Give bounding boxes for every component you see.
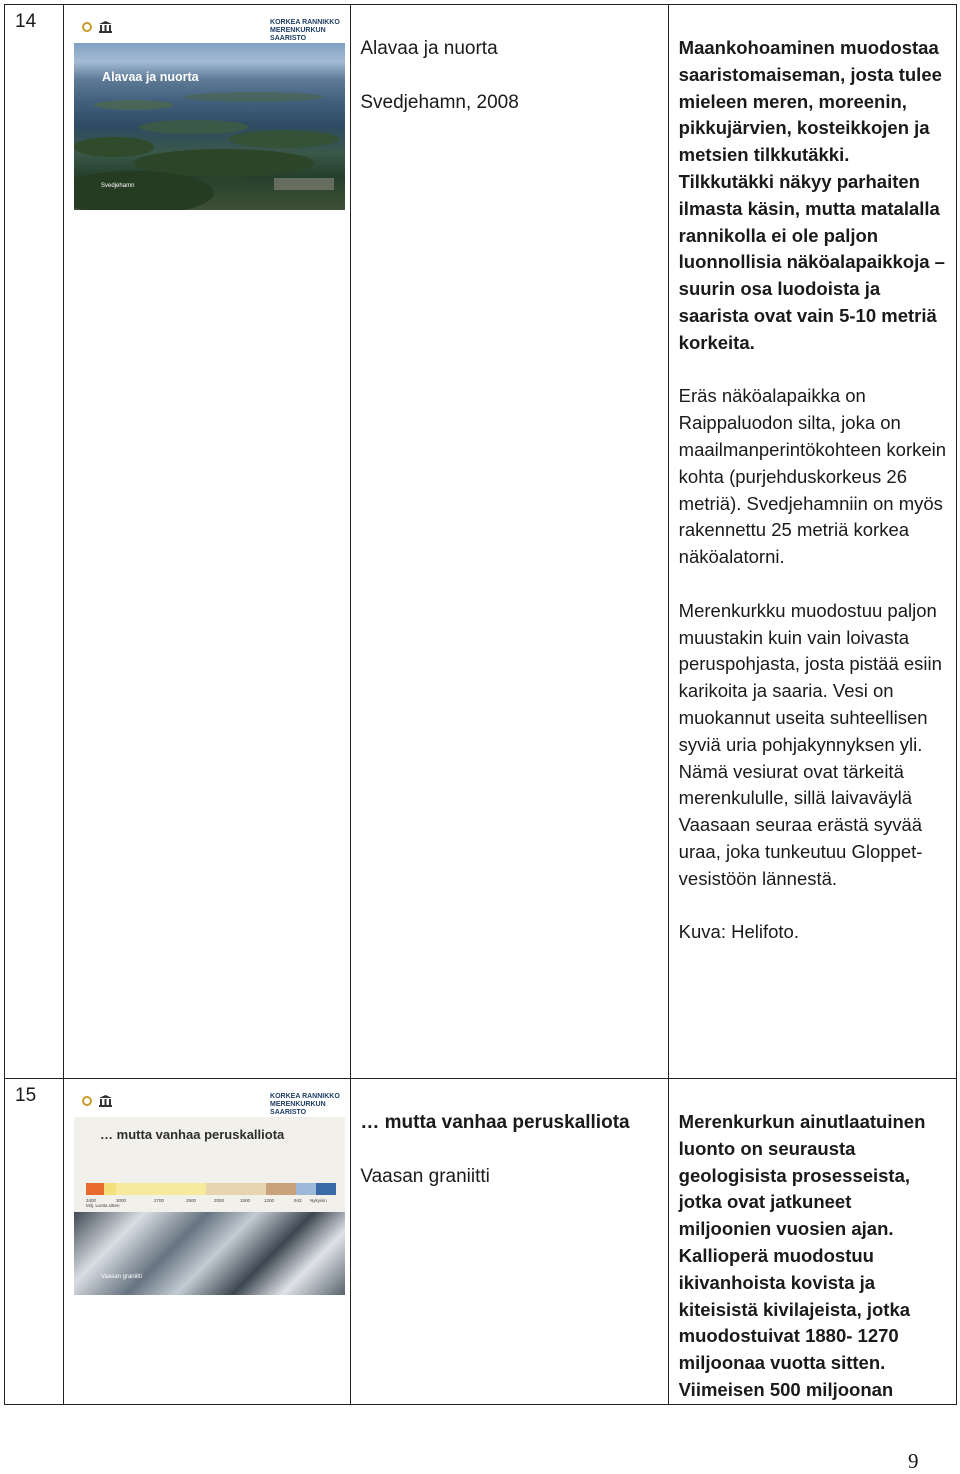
tick-label: 2000 xyxy=(214,1198,225,1203)
photo-credit: Kuva: Helifoto. xyxy=(678,921,799,943)
text-cell xyxy=(668,5,956,1079)
table-row xyxy=(5,1079,957,1405)
row-title: … mutta vanhaa peruskalliota xyxy=(360,1112,630,1133)
logo-icon xyxy=(82,22,92,32)
row-subtitle: Svedjehamn, 2008 xyxy=(360,92,519,113)
row-number-cell xyxy=(5,5,64,1079)
tick-label: 2700 xyxy=(154,1198,165,1203)
row-number-cell xyxy=(5,1079,64,1405)
brand-text xyxy=(270,19,340,43)
document-table xyxy=(4,4,957,1405)
brand-line: KORKEA RANNIKKO xyxy=(270,1093,340,1100)
tick-label: 1200 xyxy=(264,1198,275,1203)
row-subtitle: Vaasan graniitti xyxy=(360,1166,490,1187)
title-cell xyxy=(351,5,668,1079)
geologic-timeline xyxy=(86,1183,336,1195)
brand-line: SAARISTO xyxy=(270,35,307,42)
brand-text xyxy=(270,1093,340,1117)
title-cell xyxy=(351,1079,668,1405)
paragraph-bold: Maankohoaminen muodostaa saaristomaiseman, josta tulee mieleen meren, moreenin, pikkujärvien, kosteikkojen ja metsien tilkkutäkki. Tilkkutäkki näkyy parhaiten ilmasta käsin, mutta matalalla rannikolla ei ole paljon luonnollisia näköalapaikkoja – suurin osa luodoista ja saarista ovat vain 5-10 metriä korkeita. xyxy=(678,37,945,353)
timeline-unit: Milj. vuotta sitten xyxy=(86,1203,120,1208)
unesco-icon xyxy=(99,21,112,33)
slide-thumbnail xyxy=(74,1087,345,1295)
slide-cell xyxy=(64,1079,351,1405)
logo-icon xyxy=(82,1096,92,1106)
slide-title-area xyxy=(74,1117,345,1212)
row-number: 14 xyxy=(15,11,37,32)
table-row xyxy=(5,5,957,1079)
slide-caption: Alavaa ja nuorta xyxy=(102,70,199,84)
tick-label: 943 xyxy=(294,1198,302,1203)
slide-footer: Vaasan graniitti xyxy=(101,1274,142,1280)
paragraph-bold: Merenkurkun ainutlaatuinen luonto on seurausta geologisista prosesseista, jotka ovat jatkuneet miljoonien vuosien ajan. Kallioperä muodostuu ikivanhoista kovista ja kiteisistä kivilajeista, jotka muodostuivat 1880- 1270 miljoonaa vuotta sitten. Viimeisen 500 miljoonan xyxy=(678,1111,926,1400)
slide-header xyxy=(74,1087,345,1117)
slide-footer: Svedjehamn xyxy=(101,183,135,189)
unesco-icon xyxy=(99,1095,112,1107)
timeline-ticks xyxy=(86,1198,336,1208)
tick-label: 3400 xyxy=(86,1198,97,1203)
aerial-photo xyxy=(74,43,345,210)
granite-photo xyxy=(74,1212,345,1295)
slide-thumbnail xyxy=(74,13,345,210)
slide-caption: … mutta vanhaa peruskalliota xyxy=(100,1127,285,1142)
brand-line: MERENKURKUN xyxy=(270,1101,326,1108)
tick-label: 3000 xyxy=(116,1198,127,1203)
tick-label: 2500 xyxy=(186,1198,197,1203)
brand-line: MERENKURKUN xyxy=(270,27,326,34)
brand-line: SAARISTO xyxy=(270,1109,307,1116)
tick-label: 1500 xyxy=(240,1198,251,1203)
brand-line: KORKEA RANNIKKO xyxy=(270,19,340,26)
slide-header xyxy=(74,13,345,43)
text-cell xyxy=(668,1079,956,1405)
page-number: 9 xyxy=(908,1449,919,1473)
row-number: 15 xyxy=(15,1085,37,1106)
row-title: Alavaa ja nuorta xyxy=(360,38,498,59)
paragraph: Eräs näköalapaikka on Raippaluodon silta, joka on maailmanperintökohteen korkein kohta (purjehduskorkeus 26 metriä). Svedjehamniin on myös rakennettu 25 metriä korkea näköalatorni. xyxy=(678,385,947,568)
slide-cell xyxy=(64,5,351,1079)
paragraph: Merenkurkku muodostuu paljon muustakin kuin vain loivasta peruspohjasta, josta pistää esiin karikoita ja saaria. Vesi on muokannut useita suhteellisen syviä uria pohjakynnyksen yli. Nämä vesiurat ovat tärkeitä merenkululle, sillä laivaväylä Vaasaan seuraa erästä syvää uraa, joka tunkeutuu Gloppet-vesistöön lännestä. xyxy=(678,599,942,889)
tick-label: Nykyisin xyxy=(310,1198,327,1203)
